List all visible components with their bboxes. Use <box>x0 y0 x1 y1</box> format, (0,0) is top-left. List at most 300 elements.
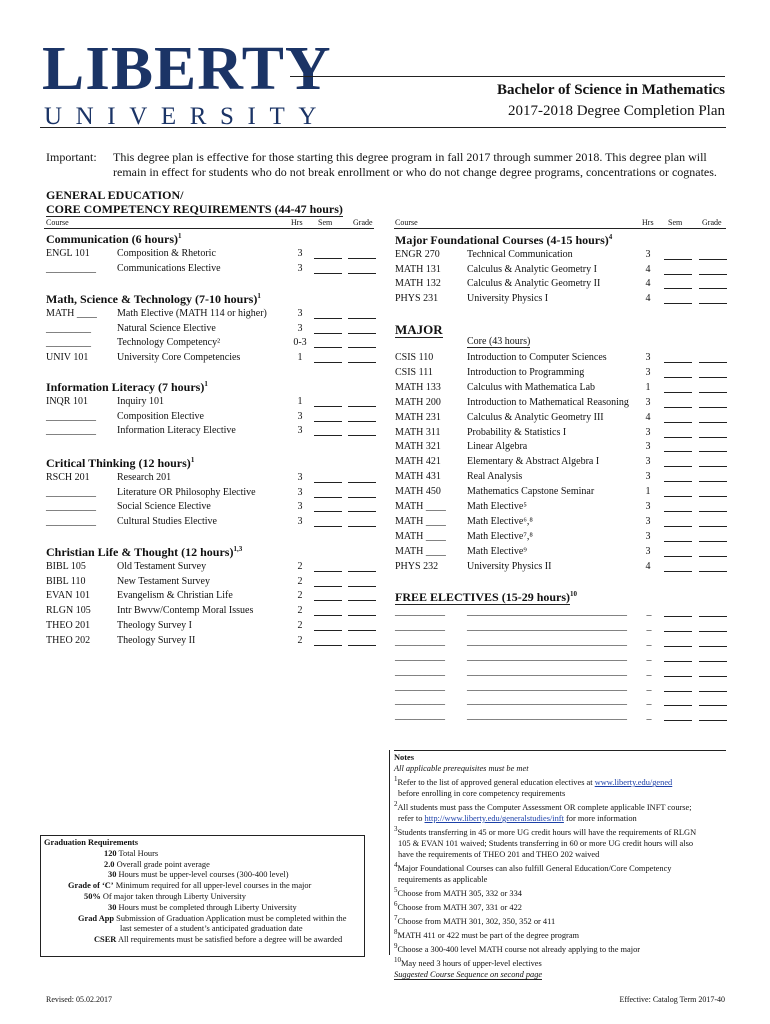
grade-field[interactable] <box>348 336 376 348</box>
course-code: THEO 202 <box>46 634 91 646</box>
elective-hours-field[interactable]: _ <box>646 695 652 707</box>
core-label-text: Core (43 hours) <box>467 336 531 347</box>
semester-field[interactable] <box>314 486 342 498</box>
right-header-rule <box>394 228 726 229</box>
grade-field[interactable] <box>348 515 376 527</box>
note-6: $^6$Choose from MATH 307, 331 or 422 <box>394 900 522 912</box>
note-line: 105 & EVAN 101 waived; Students transferring in 60 or more UG credit hours will also <box>398 839 694 849</box>
course-hours: 3 <box>297 486 303 498</box>
semester-field[interactable] <box>314 262 342 274</box>
elective-hours-field[interactable]: _ <box>646 680 652 692</box>
section-title: Information Literacy (7 hours) <box>46 380 205 394</box>
course-hours: 3 <box>297 516 303 528</box>
course-hours: 1 <box>645 381 651 393</box>
course-code: CSIS 110 <box>395 352 434 363</box>
note-line: All applicable prerequisites must be met <box>394 764 529 774</box>
free-electives-heading-sup: 10 <box>570 590 578 598</box>
grade-field[interactable] <box>699 500 727 512</box>
elective-hours-field[interactable]: _ <box>646 710 652 722</box>
note-line: before enrolling in core competency requirements <box>398 789 566 799</box>
course-title: Calculus & Analytic Geometry III <box>467 411 604 423</box>
course-title: Introduction to Programming <box>467 366 585 378</box>
semester-field[interactable] <box>314 589 342 601</box>
note-line: have the requirements of THEO 201 and THEO 202 waived <box>398 850 600 860</box>
course-hours: 3 <box>645 456 651 468</box>
course-hours: 4 <box>645 411 651 423</box>
left-col-grade-header: Grade <box>353 218 373 227</box>
course-sequence-note: Suggested Course Sequence on second page <box>394 969 543 979</box>
course-code: ENGR 270 <box>395 249 440 260</box>
semester-field[interactable] <box>664 426 692 438</box>
section-sup: 1 <box>178 232 182 240</box>
grade-field[interactable] <box>699 515 727 527</box>
note-1: $^1$Refer to the list of approved general education electives at www.liberty.edu/gened <box>394 775 673 787</box>
grad-req-text: All requirements must be satisfied before a degree will be awarded <box>116 935 343 945</box>
elective-title-field[interactable]: ________________________________ <box>467 635 627 647</box>
course-title: Social Science Elective <box>117 501 211 513</box>
course-hours: 3 <box>645 501 651 512</box>
notes-block <box>394 752 726 980</box>
section-sup: 1 <box>257 292 261 300</box>
grad-req-key: 30 <box>108 870 117 880</box>
grade-field[interactable] <box>699 530 727 542</box>
grade-field[interactable] <box>348 351 376 363</box>
right-col-grade-header: Grade <box>702 218 722 227</box>
grade-field[interactable] <box>348 410 376 422</box>
header-bottom-rule <box>40 127 726 128</box>
course-code: MATH 231 <box>395 411 441 423</box>
semester-field[interactable] <box>664 396 692 408</box>
semester-field[interactable] <box>664 709 692 721</box>
course-code: UNIV 101 <box>46 352 89 364</box>
grade-field[interactable] <box>699 620 727 632</box>
course-code: MATH ____ <box>395 530 446 542</box>
section-sup: 1,3 <box>233 545 243 553</box>
section-sup: 1 <box>204 380 208 388</box>
right-col-sem-header: Sem <box>668 218 683 227</box>
notes-top-rule <box>394 750 726 751</box>
free-electives-heading-text: FREE ELECTIVES (15-29 hours) <box>395 590 571 604</box>
grad-req-text: Minimum required for all upper-level courses in the major <box>113 881 312 891</box>
gen-ed-heading-line1: GENERAL EDUCATION/ <box>46 188 184 202</box>
semester-field[interactable] <box>314 575 342 587</box>
course-code: __________ <box>46 262 96 274</box>
course-code: RLGN 105 <box>46 605 91 617</box>
grade-field[interactable] <box>348 604 376 616</box>
course-code: MATH 421 <box>395 456 441 468</box>
note-7: $^7$Choose from MATH 301, 302, 350, 352 or 411 <box>394 914 556 926</box>
course-title: Math Elective⁷,⁸ <box>467 530 533 542</box>
course-hours: 3 <box>297 308 303 319</box>
grade-field[interactable] <box>348 500 376 512</box>
note-9: $^9$Choose a 300-400 level MATH course not already applying to the major <box>394 941 641 954</box>
grade-field[interactable] <box>699 680 727 692</box>
semester-field[interactable] <box>664 605 692 617</box>
grade-field[interactable] <box>699 277 727 289</box>
semester-field[interactable] <box>314 336 342 348</box>
course-hours: 3 <box>645 515 651 527</box>
note-line <box>394 969 726 980</box>
left-col-course-header: Course <box>46 218 69 227</box>
elective-course-field[interactable]: __________ <box>395 650 445 662</box>
elective-course-field[interactable]: __________ <box>395 695 445 707</box>
course-hours: 3 <box>297 322 303 334</box>
grade-field[interactable] <box>699 485 727 497</box>
elective-course-field[interactable]: __________ <box>395 665 445 677</box>
notes-title: Notes <box>394 753 415 762</box>
grade-field[interactable] <box>348 560 376 572</box>
grad-req-text: Hours must be upper-level courses (300-400 level) <box>116 870 289 880</box>
course-title: University Physics II <box>467 560 552 572</box>
course-code: MATH 431 <box>395 471 441 483</box>
grad-req-key: Grad App <box>78 913 115 923</box>
course-title: Evangelism & Christian Life <box>117 590 233 602</box>
course-code: BIBL 110 <box>46 575 86 587</box>
note-10-text: May need 3 hours of upper-level electives <box>400 958 542 968</box>
section-title: Communication (6 hours) <box>46 232 179 246</box>
elective-hours-field[interactable]: _ <box>646 606 652 617</box>
grade-field[interactable] <box>699 411 727 423</box>
elective-hours-field[interactable]: _ <box>646 665 652 677</box>
gen-ed-heading <box>46 188 343 217</box>
foundational-heading-text: Major Foundational Courses (4-15 hours) <box>395 233 609 247</box>
course-title: Math Elective (MATH 114 or higher) <box>117 308 267 319</box>
grad-req-key: Grade of ‘C’ <box>68 881 114 891</box>
semester-field[interactable] <box>664 263 692 275</box>
elective-title-field[interactable]: ________________________________ <box>467 620 627 632</box>
semester-field[interactable] <box>664 500 692 512</box>
semester-field[interactable] <box>664 485 692 497</box>
effective-term: Effective: Catalog Term 2017-40 <box>619 995 725 1004</box>
course-hours: 4 <box>645 278 651 290</box>
course-title: Calculus & Analytic Geometry I <box>467 263 597 275</box>
grad-req-key: 50% <box>84 891 101 901</box>
course-code: MATH 131 <box>395 263 441 275</box>
course-code: PHYS 232 <box>395 560 439 572</box>
semester-field[interactable] <box>664 470 692 482</box>
course-title: Old Testament Survey <box>117 561 207 572</box>
section-sup: 1 <box>190 456 195 464</box>
revised-date: Revised: 05.02.2017 <box>46 995 112 1004</box>
elective-title-field[interactable]: ________________________________ <box>467 680 627 692</box>
semester-field[interactable] <box>314 604 342 616</box>
course-code: __________ <box>46 516 96 528</box>
important-label: Important: <box>46 150 97 164</box>
note-6-text: Choose from MATH 307, 331 or 422 <box>397 902 522 912</box>
course-title: Natural Science Elective <box>117 322 216 334</box>
semester-field[interactable] <box>314 247 342 259</box>
course-hours: 3 <box>645 396 651 408</box>
course-code: PHYS 231 <box>395 293 439 305</box>
grade-field[interactable] <box>699 248 727 260</box>
course-title: Theology Survey I <box>117 619 192 631</box>
grade-field[interactable] <box>699 665 727 677</box>
note-1-text: Refer to the list of approved general education electives at <box>397 777 595 787</box>
course-title: Composition Elective <box>117 410 204 422</box>
note-8: $^8$MATH 411 or 422 must be part of the degree program <box>394 927 580 940</box>
note-5: $^5$Choose from MATH 305, 332 or 334 <box>394 886 522 899</box>
section-title: Math, Science & Technology (7-10 hours) <box>46 292 258 306</box>
right-col-hrs-header: Hrs <box>642 218 654 227</box>
grade-field[interactable] <box>699 381 727 393</box>
elective-title-field[interactable]: ________________________________ <box>467 606 627 617</box>
note-line-text: refer to <box>398 814 425 824</box>
grad-req-text: Submission of Graduation Application must be completed within the <box>114 913 347 923</box>
course-code: _________ <box>46 322 91 334</box>
grade-field[interactable] <box>699 440 727 452</box>
elective-hours-field[interactable]: _ <box>646 635 652 647</box>
course-title: University Core Competencies <box>117 352 241 364</box>
elective-course-field[interactable]: __________ <box>395 620 445 632</box>
gened-link[interactable]: www.liberty.edu/gened <box>594 777 673 787</box>
semester-field[interactable] <box>314 424 342 436</box>
grade-field[interactable] <box>699 351 727 363</box>
semester-field[interactable] <box>314 395 342 407</box>
grad-req <box>44 881 362 892</box>
course-hours: 1 <box>297 396 303 407</box>
course-hours: 2 <box>297 575 303 587</box>
grade-field[interactable] <box>699 635 727 647</box>
course-hours: 2 <box>297 619 303 631</box>
left-col-sem-header: Sem <box>318 218 333 227</box>
grade-field[interactable] <box>348 247 376 259</box>
notes-left-rule <box>389 750 390 955</box>
course-hours: 3 <box>645 471 651 483</box>
semester-field[interactable] <box>664 248 692 260</box>
note-8-text: MATH 411 or 422 must be part of the degree program <box>397 930 580 940</box>
course-hours: 2 <box>297 634 303 646</box>
semester-field[interactable] <box>664 650 692 662</box>
semester-field[interactable] <box>664 515 692 527</box>
grad-req-text: Hours must be completed through Liberty University <box>116 902 297 912</box>
semester-field[interactable] <box>664 560 692 572</box>
elective-hours-field[interactable]: _ <box>646 620 652 632</box>
semester-field[interactable] <box>314 471 342 483</box>
grade-field[interactable] <box>348 634 376 646</box>
gen-ed-section-heading <box>46 545 242 560</box>
course-title: Communications Elective <box>117 262 221 274</box>
grade-field[interactable] <box>699 292 727 304</box>
course-hours: 4 <box>645 263 651 275</box>
course-hours: 3 <box>645 441 651 453</box>
course-hours: 2 <box>297 590 303 602</box>
grade-field[interactable] <box>699 560 727 572</box>
elective-course-field[interactable]: __________ <box>395 680 445 692</box>
course-title: Elementary & Abstract Algebra I <box>467 456 600 468</box>
course-hours: 3 <box>645 366 651 378</box>
grad-req-key: 2.0 <box>104 859 115 869</box>
grade-field[interactable] <box>699 426 727 438</box>
course-title: Introduction to Computer Sciences <box>467 352 607 363</box>
grad-req-key: 30 <box>108 902 117 912</box>
elective-title-field[interactable]: ________________________________ <box>467 650 627 662</box>
note-5-text: Choose from MATH 305, 332 or 334 <box>397 889 522 899</box>
grade-field[interactable] <box>348 575 376 587</box>
course-title: Math Elective⁶,⁸ <box>467 515 533 527</box>
note-3: $^3$Students transferring in 45 or more UG credit hours will have the requirements of RLGN <box>394 825 697 837</box>
grade-field[interactable] <box>699 396 727 408</box>
grad-req-key: 120 <box>104 848 117 858</box>
course-code: MATH 321 <box>395 441 441 453</box>
major-heading-text: MAJOR <box>395 322 443 337</box>
grade-field[interactable] <box>699 605 727 617</box>
elective-hours-field[interactable]: _ <box>646 650 652 662</box>
course-hours: 3 <box>297 262 303 274</box>
course-hours: 4 <box>645 293 651 305</box>
semester-field[interactable] <box>314 500 342 512</box>
course-title: Literature OR Philosophy Elective <box>117 486 256 498</box>
semester-field[interactable] <box>314 515 342 527</box>
course-title: Linear Algebra <box>467 441 528 453</box>
grade-field[interactable] <box>348 471 376 483</box>
note-9-text: Choose a 300-400 level MATH course not already applying to the major <box>397 944 641 954</box>
course-code: MATH ____ <box>395 545 446 557</box>
semester-field[interactable] <box>664 351 692 363</box>
elective-course-field[interactable]: __________ <box>395 635 445 647</box>
gen-ed-section-heading <box>46 292 261 307</box>
grad-req <box>44 903 362 914</box>
course-hours: 3 <box>297 501 303 513</box>
semester-field[interactable] <box>664 440 692 452</box>
semester-field[interactable] <box>664 381 692 393</box>
grade-field[interactable] <box>699 263 727 275</box>
course-code: THEO 201 <box>46 619 91 631</box>
course-hours: 3 <box>297 425 303 437</box>
grade-field[interactable] <box>348 424 376 436</box>
note-4-text: Major Foundational Courses can also fulfill General Education/Core Competency <box>397 864 672 874</box>
grade-field[interactable] <box>699 709 727 721</box>
semester-field[interactable] <box>664 530 692 542</box>
core-label <box>467 336 530 347</box>
note-2: $^2$All students must pass the Computer Assessment OR complete applicable INFT course; <box>394 800 692 812</box>
semester-field[interactable] <box>664 545 692 557</box>
grad-req-text: Total Hours <box>116 848 159 858</box>
semester-field[interactable] <box>664 277 692 289</box>
left-header-rule <box>44 228 374 229</box>
course-code: __________ <box>46 410 96 422</box>
course-hours: 3 <box>297 410 303 422</box>
semester-field[interactable] <box>314 322 342 334</box>
semester-field[interactable] <box>664 620 692 632</box>
course-title: Research 201 <box>117 472 172 483</box>
elective-course-field[interactable]: __________ <box>395 606 445 617</box>
elective-title-field[interactable]: ________________________________ <box>467 695 627 707</box>
course-code: CSIS 111 <box>395 366 433 378</box>
course-title: Technical Communication <box>467 249 573 260</box>
semester-field[interactable] <box>314 634 342 646</box>
course-title: Information Literacy Elective <box>117 425 236 437</box>
semester-field[interactable] <box>314 560 342 572</box>
gen-ed-section-heading <box>46 456 194 471</box>
semester-field[interactable] <box>664 366 692 378</box>
note-7-text: Choose from MATH 301, 302, 350, 352 or 411 <box>397 916 556 926</box>
elective-course-field[interactable]: __________ <box>395 710 445 722</box>
course-title: Real Analysis <box>467 471 523 483</box>
grad-req <box>44 860 362 871</box>
semester-field[interactable] <box>664 665 692 677</box>
grade-field[interactable] <box>699 545 727 557</box>
gen-ed-heading-line2: CORE COMPETENCY REQUIREMENTS (44-47 hours) <box>46 202 343 216</box>
gen-ed-section-heading <box>46 380 208 395</box>
course-code: MATH 133 <box>395 381 441 393</box>
course-code: INQR 101 <box>46 396 88 407</box>
grade-field[interactable] <box>348 307 376 319</box>
course-hours: 3 <box>645 530 651 542</box>
course-title: Intr Bwvw/Contemp Moral Issues <box>117 605 254 617</box>
document-subtitle: 2017-2018 Degree Completion Plan <box>507 103 725 119</box>
grade-field[interactable] <box>699 470 727 482</box>
note-3-text: Students transferring in 45 or more UG credit hours will have the requirements of RLGN <box>397 827 697 837</box>
grade-field[interactable] <box>348 619 376 631</box>
note-2-text: All students must pass the Computer Assessment OR complete applicable INFT course; <box>397 802 692 812</box>
grad-req: last semester of a student’s anticipated graduation date <box>120 924 303 934</box>
note-line-text: for more information <box>563 814 637 824</box>
note-line <box>394 813 726 824</box>
document-title: Bachelor of Science in Mathematics <box>496 82 725 98</box>
grade-field[interactable] <box>348 589 376 601</box>
course-title: Calculus with Mathematica Lab <box>467 381 596 393</box>
grad-req <box>44 849 362 860</box>
free-electives-heading <box>395 590 577 605</box>
semester-field[interactable] <box>664 635 692 647</box>
note-4: $^4$Major Foundational Courses can also fulfill General Education/Core Competency <box>394 861 672 874</box>
course-hours: 3 <box>645 352 651 363</box>
semester-field[interactable] <box>314 619 342 631</box>
semester-field[interactable] <box>314 410 342 422</box>
elective-title-field[interactable]: ________________________________ <box>467 665 627 677</box>
course-code: __________ <box>46 501 96 513</box>
grade-field[interactable] <box>699 455 727 467</box>
course-hours: 2 <box>297 561 303 572</box>
grade-field[interactable] <box>699 366 727 378</box>
semester-field[interactable] <box>314 351 342 363</box>
grade-field[interactable] <box>699 650 727 662</box>
course-code: BIBL 105 <box>46 561 86 572</box>
course-code: _________ <box>46 337 91 349</box>
semester-field[interactable] <box>664 680 692 692</box>
grad-req-text: Overall grade point average <box>114 859 210 869</box>
semester-field[interactable] <box>664 455 692 467</box>
right-col-course-header: Course <box>395 218 418 227</box>
course-code: RSCH 201 <box>46 472 90 483</box>
grade-field[interactable] <box>699 694 727 706</box>
semester-field[interactable] <box>314 307 342 319</box>
course-hours: 3 <box>297 248 303 259</box>
grade-field[interactable] <box>348 395 376 407</box>
course-title: Mathematics Capstone Seminar <box>467 486 595 498</box>
elective-title-field[interactable]: ________________________________ <box>467 710 627 722</box>
note-line: requirements as applicable <box>398 875 488 885</box>
semester-field[interactable] <box>664 694 692 706</box>
grade-field[interactable] <box>348 486 376 498</box>
section-title: Christian Life & Thought (12 hours) <box>46 545 234 559</box>
course-title: Theology Survey II <box>117 634 196 646</box>
course-title: Math Elective⁵ <box>467 501 527 512</box>
grad-title: Graduation Requirements <box>44 838 139 847</box>
semester-field[interactable] <box>664 292 692 304</box>
grade-field[interactable] <box>348 262 376 274</box>
course-hours: 3 <box>645 249 651 260</box>
semester-field[interactable] <box>664 411 692 423</box>
course-code: MATH ____ <box>395 501 446 512</box>
inft-link[interactable]: http://www.liberty.edu/generalstudies/inft <box>424 814 564 824</box>
course-hours: 1 <box>297 352 303 364</box>
grade-field[interactable] <box>348 322 376 334</box>
gen-ed-section-heading <box>46 232 182 247</box>
course-title: Math Elective⁹ <box>467 545 527 557</box>
course-hours: 2 <box>297 605 303 617</box>
course-title: Inquiry 101 <box>117 396 164 407</box>
